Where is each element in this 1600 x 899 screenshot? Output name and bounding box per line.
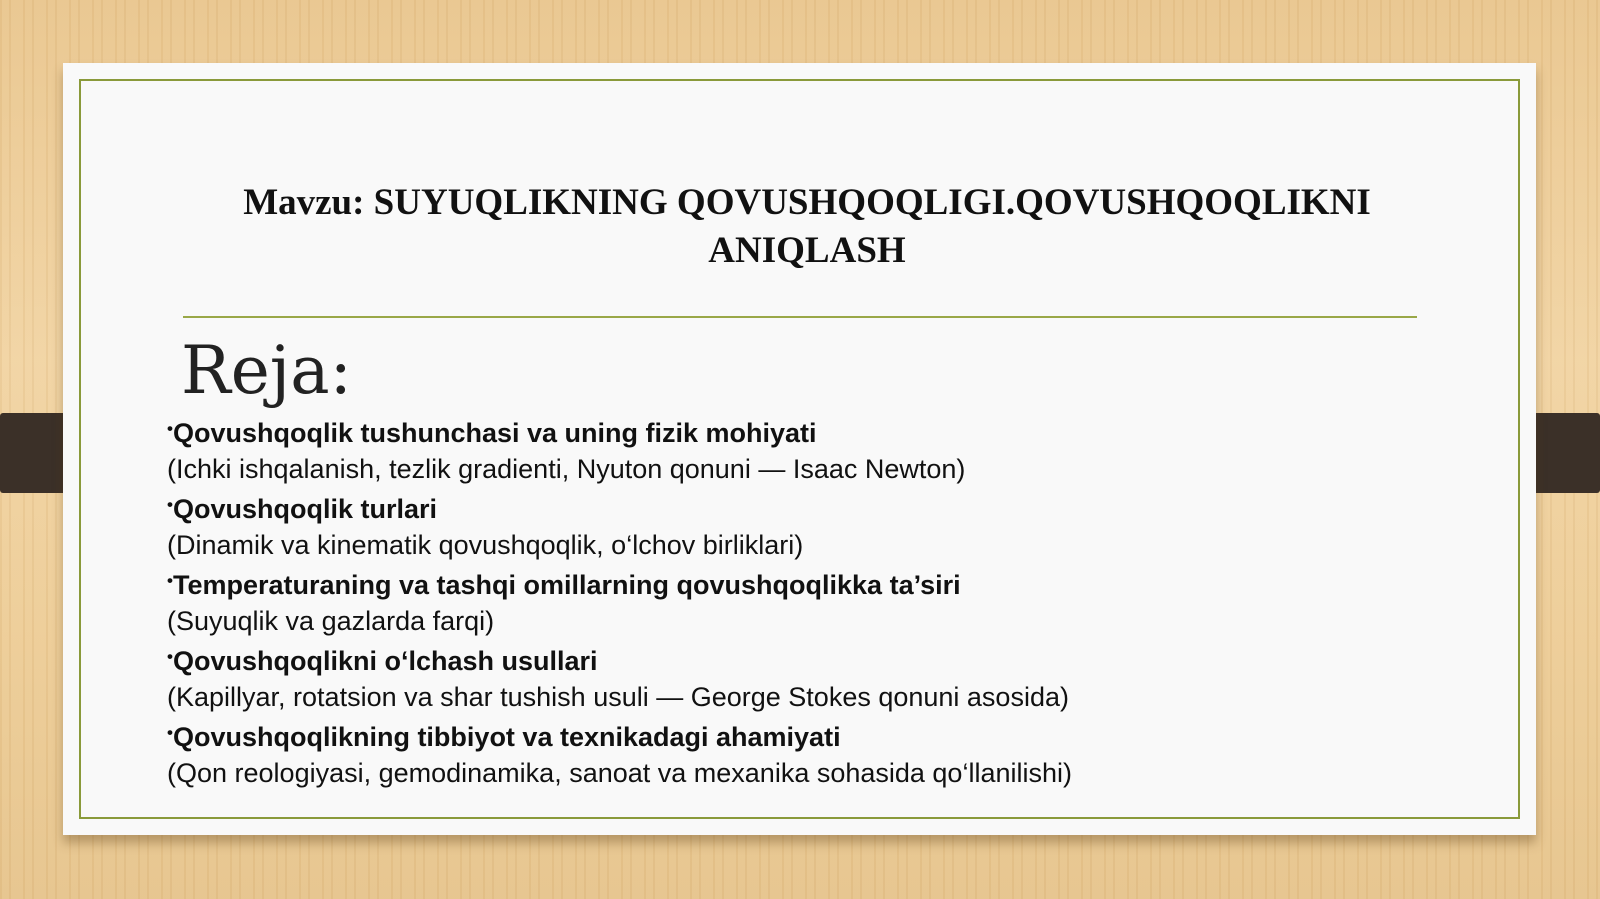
slide-paper xyxy=(63,63,1536,835)
bullet-icon: • xyxy=(167,647,173,666)
plan-item xyxy=(167,487,1427,563)
bullet-icon: • xyxy=(167,495,173,514)
plan-item xyxy=(167,639,1427,715)
plan-item-title: •Temperaturaning va tashqi omillarning qovushqoqlikka ta’siri xyxy=(167,570,961,600)
plan-item-description: (Kapillyar, rotatsion va shar tushish usuli — George Stokes qonuni asosida) xyxy=(167,682,1069,712)
title-divider xyxy=(183,316,1417,318)
bullet-icon: • xyxy=(167,723,173,742)
plan-item-title: •Qovushqoqlik tushunchasi va uning fizik mohiyati xyxy=(167,418,817,448)
plan-item-description: (Suyuqlik va gazlarda farqi) xyxy=(167,606,495,636)
plan-item xyxy=(167,715,1427,791)
plan-list xyxy=(167,411,1427,791)
plan-item-description: (Ichki ishqalanish, tezlik gradienti, Nyuton qonuni — Isaac Newton) xyxy=(167,454,966,484)
plan-item-description: (Dinamik va kinematik qovushqoqlik, o‘lchov birliklari) xyxy=(167,530,804,560)
plan-item-title: •Qovushqoqlik turlari xyxy=(167,494,437,524)
bullet-icon: • xyxy=(167,571,173,590)
slide-title: Mavzu: SUYUQLIKNING QOVUSHQOQLIGI.QOVUSHQOQLIKNI ANIQLASH xyxy=(243,182,1371,271)
plan-heading: Reja: xyxy=(181,332,352,409)
plan-item xyxy=(167,411,1427,487)
plan-item-description: (Qon reologiyasi, gemodinamika, sanoat va mexanika sohasida qo‘llanilishi) xyxy=(167,758,1072,788)
plan-item xyxy=(167,563,1427,639)
plan-item-title: •Qovushqoqlikning tibbiyot va texnikadagi ahamiyati xyxy=(167,722,841,752)
plan-item-title: •Qovushqoqlikni o‘lchash usullari xyxy=(167,646,598,676)
bullet-icon: • xyxy=(167,419,173,438)
